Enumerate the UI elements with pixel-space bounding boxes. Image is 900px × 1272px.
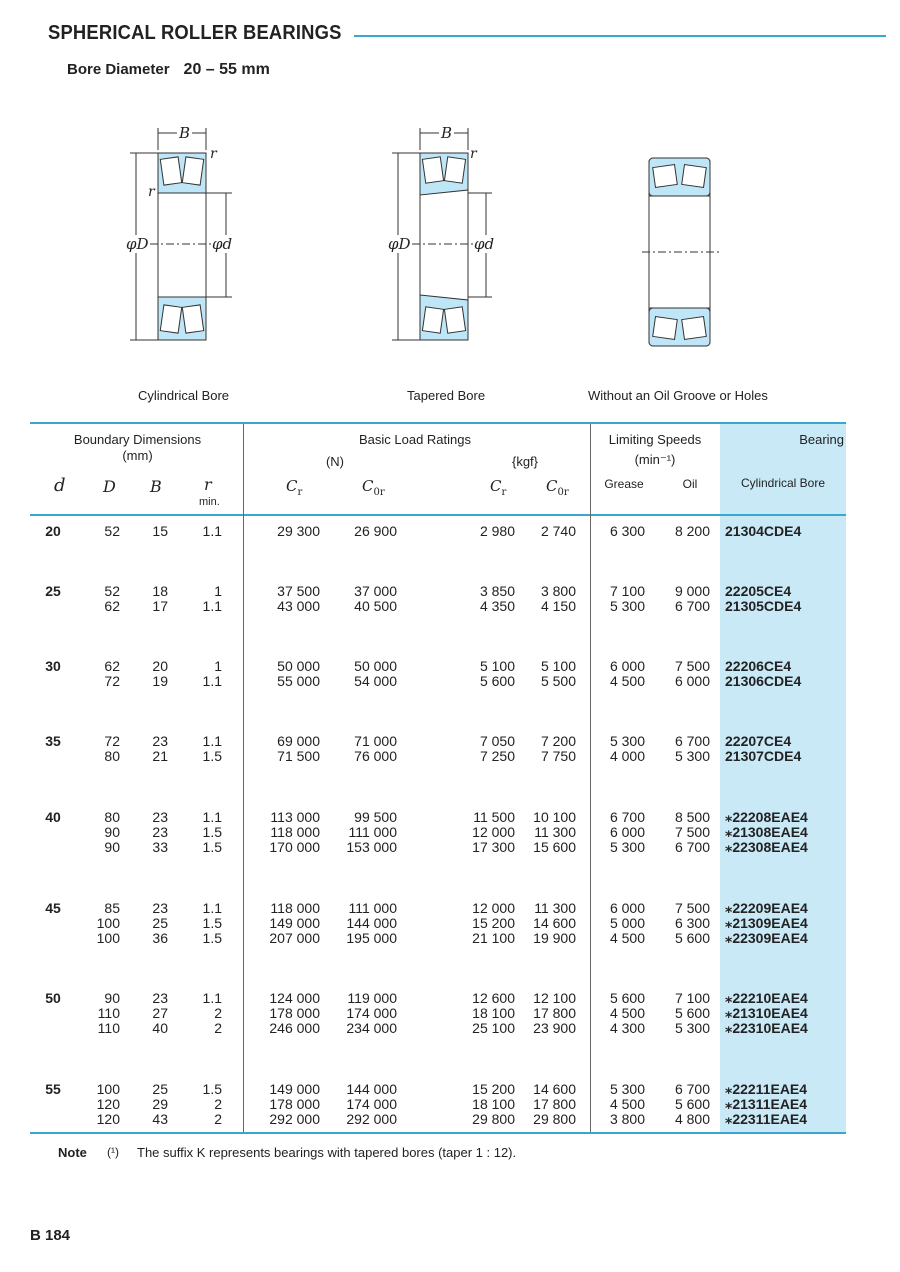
header-B: B (150, 477, 162, 496)
row-5-B: 23 25 36 (152, 900, 168, 946)
row-2-D: 62 72 (104, 658, 120, 689)
row-0-cr-kgf: 2 980 (479, 523, 515, 539)
row-3-oil: 6 700 5 300 (674, 733, 710, 764)
row-5-cr-kgf: 12 000 15 200 21 100 (472, 900, 515, 946)
header-boundary-dimensions: Boundary Dimensions (73, 432, 202, 447)
row-3-D: 72 80 (104, 733, 120, 764)
row-7-oil: 6 700 5 600 4 800 (674, 1081, 710, 1127)
row-2-grease: 6 000 4 500 (609, 658, 645, 689)
row-6-cr-kgf: 12 600 18 100 25 100 (472, 990, 515, 1036)
row-0-c0r-kgf: 2 740 (540, 523, 576, 539)
row-5-c0r-kgf: 11 300 14 600 19 900 (533, 900, 576, 946)
row-3-r: 1.1 1.5 (202, 733, 222, 764)
row-6-B: 23 27 40 (152, 990, 168, 1036)
row-6-c0r-kgf: 12 100 17 800 23 900 (533, 990, 576, 1036)
header-d: d (54, 475, 66, 496)
row-3-B: 23 21 (152, 733, 168, 764)
row-1-d: 25 (45, 583, 61, 599)
row-0-oil: 8 200 (674, 523, 710, 539)
note-text: The suffix K represents bearings with tapered bores (taper 1 : 12). (137, 1145, 517, 1160)
cr-kgf-symbol: C (490, 477, 502, 495)
row-0-d: 20 (45, 523, 61, 539)
row-4-bearing: ⁎22208EAE4 ⁎21308EAE4 ⁎22308EAE4 (725, 809, 808, 855)
header-limiting-speeds: Limiting Speeds (608, 432, 702, 447)
c0r-kgf-symbol: C (546, 477, 558, 495)
header-bearing: Bearing (799, 432, 844, 447)
row-1-c0r-kgf: 3 800 4 150 (540, 583, 576, 614)
bore-range: 20 – 55 mm (183, 61, 270, 78)
row-1-cr-kgf: 3 850 4 350 (479, 583, 515, 614)
row-4-oil: 8 500 7 500 6 700 (674, 809, 710, 855)
row-2-r: 1 1.1 (202, 658, 222, 689)
row-7-c0r-n: 144 000 174 000 292 000 (346, 1081, 397, 1127)
row-5-bearing: ⁎22209EAE4 ⁎21309EAE4 ⁎22309EAE4 (725, 900, 808, 946)
cyl-r-label-top: r (210, 146, 217, 162)
row-4-r: 1.1 1.5 1.5 (202, 809, 222, 855)
row-2-c0r-n: 50 000 54 000 (354, 658, 397, 689)
cyl-r-label-side: r (148, 184, 155, 200)
header-c0r-n (362, 477, 385, 498)
row-4-cr-kgf: 11 500 12 000 17 300 (472, 809, 515, 855)
row-7-d: 55 (45, 1081, 61, 1097)
row-1-grease: 7 100 5 300 (609, 583, 645, 614)
c0r-symbol: C (362, 477, 374, 495)
cyl-D-label: φD (126, 235, 149, 253)
bore-diameter-heading (67, 61, 270, 79)
title-rule (354, 35, 886, 37)
row-3-c0r-n: 71 000 76 000 (354, 733, 397, 764)
row-1-cr-n: 37 500 43 000 (277, 583, 320, 614)
header-boundary-unit: (mm) (122, 448, 153, 463)
row-2-c0r-kgf: 5 100 5 500 (540, 658, 576, 689)
row-6-bearing: ⁎22210EAE4 ⁎21310EAE4 ⁎22310EAE4 (725, 990, 808, 1036)
row-4-d: 40 (45, 809, 61, 825)
header-cr-kgf (490, 477, 506, 498)
row-6-c0r-n: 119 000 174 000 234 000 (346, 990, 397, 1036)
row-2-cr-kgf: 5 100 5 600 (479, 658, 515, 689)
note-marker: (¹) (107, 1145, 119, 1159)
header-cylindrical-bore: Cylindrical Bore (740, 476, 826, 490)
row-1-D: 52 62 (104, 583, 120, 614)
row-6-D: 90 110 110 (97, 990, 120, 1036)
tap-d-label: φd (474, 235, 495, 253)
row-6-r: 1.1 2 2 (202, 990, 222, 1036)
header-load-unit-n: (N) (325, 454, 345, 469)
plain-bearing-diagram (640, 152, 730, 352)
c0r-kgf-subscript: 0r (557, 487, 569, 499)
row-1-bearing: 22205CE4 21305CDE4 (725, 583, 802, 614)
row-0-bearing: 21304CDE4 (725, 523, 802, 539)
row-1-c0r-n: 37 000 40 500 (354, 583, 397, 614)
note-label: Note (58, 1145, 87, 1160)
row-2-d: 30 (45, 658, 61, 674)
row-5-d: 45 (45, 900, 61, 916)
row-4-c0r-n: 99 500 111 000 153 000 (346, 809, 397, 855)
cr-subscript: r (297, 487, 303, 499)
page-title: SPHERICAL ROLLER BEARINGS (48, 22, 342, 44)
row-2-cr-n: 50 000 55 000 (277, 658, 320, 689)
tap-D-label: φD (388, 235, 411, 253)
header-oil: Oil (682, 477, 698, 491)
row-6-grease: 5 600 4 500 4 300 (609, 990, 645, 1036)
row-4-B: 23 23 33 (152, 809, 168, 855)
row-3-d: 35 (45, 733, 61, 749)
row-7-r: 1.5 2 2 (202, 1081, 222, 1127)
plain-bearing-caption: Without an Oil Groove or Holes (588, 388, 768, 403)
row-1-oil: 9 000 6 700 (674, 583, 710, 614)
cyl-d-label: φd (212, 235, 233, 253)
cylindrical-bore-caption: Cylindrical Bore (138, 388, 230, 403)
row-2-oil: 7 500 6 000 (674, 658, 710, 689)
row-0-B: 15 (152, 523, 168, 539)
cyl-B-label: B (179, 124, 191, 142)
row-6-oil: 7 100 5 600 5 300 (674, 990, 710, 1036)
header-load-unit-kgf: {kgf} (511, 454, 539, 469)
divider-boundary-load (243, 424, 244, 1132)
header-c0r-kgf (546, 477, 569, 498)
tap-B-label: B (441, 124, 453, 142)
row-2-B: 20 19 (152, 658, 168, 689)
row-5-r: 1.1 1.5 1.5 (202, 900, 222, 946)
header-r-min: min. (199, 496, 220, 508)
row-4-cr-n: 113 000 118 000 170 000 (269, 809, 320, 855)
row-2-bearing: 22206CE4 21306CDE4 (725, 658, 802, 689)
page-number: B 184 (30, 1227, 71, 1244)
row-0-c0r-n: 26 900 (354, 523, 397, 539)
row-7-grease: 5 300 4 500 3 800 (609, 1081, 645, 1127)
row-4-D: 80 90 90 (104, 809, 120, 855)
row-7-cr-kgf: 15 200 18 100 29 800 (472, 1081, 515, 1127)
header-D: D (103, 477, 116, 496)
row-3-cr-n: 69 000 71 500 (277, 733, 320, 764)
row-7-B: 25 29 43 (152, 1081, 168, 1127)
row-3-cr-kgf: 7 050 7 250 (479, 733, 515, 764)
divider-load-speeds (590, 424, 591, 1132)
header-cr-n (286, 477, 302, 498)
header-load-ratings: Basic Load Ratings (358, 432, 471, 447)
cr-kgf-subscript: r (501, 487, 507, 499)
row-7-c0r-kgf: 14 600 17 800 29 800 (533, 1081, 576, 1127)
table-top-rule (30, 422, 846, 424)
tap-r-label: r (470, 146, 477, 162)
row-1-r: 1 1.1 (202, 583, 222, 614)
table-header-rule (30, 514, 846, 516)
row-0-grease: 6 300 (609, 523, 645, 539)
row-0-cr-n: 29 300 (277, 523, 320, 539)
header-speeds-unit: (min⁻¹) (634, 452, 676, 467)
row-7-D: 100 120 120 (96, 1081, 120, 1127)
header-r: r (204, 475, 212, 494)
row-5-oil: 7 500 6 300 5 600 (674, 900, 710, 946)
tapered-bore-caption: Tapered Bore (407, 388, 486, 403)
row-6-d: 50 (45, 990, 61, 1006)
row-0-r: 1.1 (202, 523, 222, 539)
row-4-c0r-kgf: 10 100 11 300 15 600 (533, 809, 576, 855)
header-grease: Grease (604, 477, 644, 491)
row-4-grease: 6 700 6 000 5 300 (609, 809, 645, 855)
c0r-subscript: 0r (373, 487, 385, 499)
row-6-cr-n: 124 000 178 000 246 000 (269, 990, 320, 1036)
table-bottom-rule (30, 1132, 846, 1134)
row-5-cr-n: 118 000 149 000 207 000 (269, 900, 320, 946)
row-5-D: 85 100 100 (96, 900, 120, 946)
cr-symbol: C (286, 477, 298, 495)
row-3-grease: 5 300 4 000 (609, 733, 645, 764)
bore-label: Bore Diameter (67, 61, 170, 78)
row-5-c0r-n: 111 000 144 000 195 000 (346, 900, 397, 946)
row-3-bearing: 22207CE4 21307CDE4 (725, 733, 802, 764)
row-7-bearing: ⁎22211EAE4 ⁎21311EAE4 ⁎22311EAE4 (725, 1081, 808, 1127)
row-7-cr-n: 149 000 178 000 292 000 (269, 1081, 320, 1127)
row-0-D: 52 (104, 523, 120, 539)
row-5-grease: 6 000 5 000 4 500 (609, 900, 645, 946)
row-1-B: 18 17 (152, 583, 168, 614)
row-3-c0r-kgf: 7 200 7 750 (540, 733, 576, 764)
